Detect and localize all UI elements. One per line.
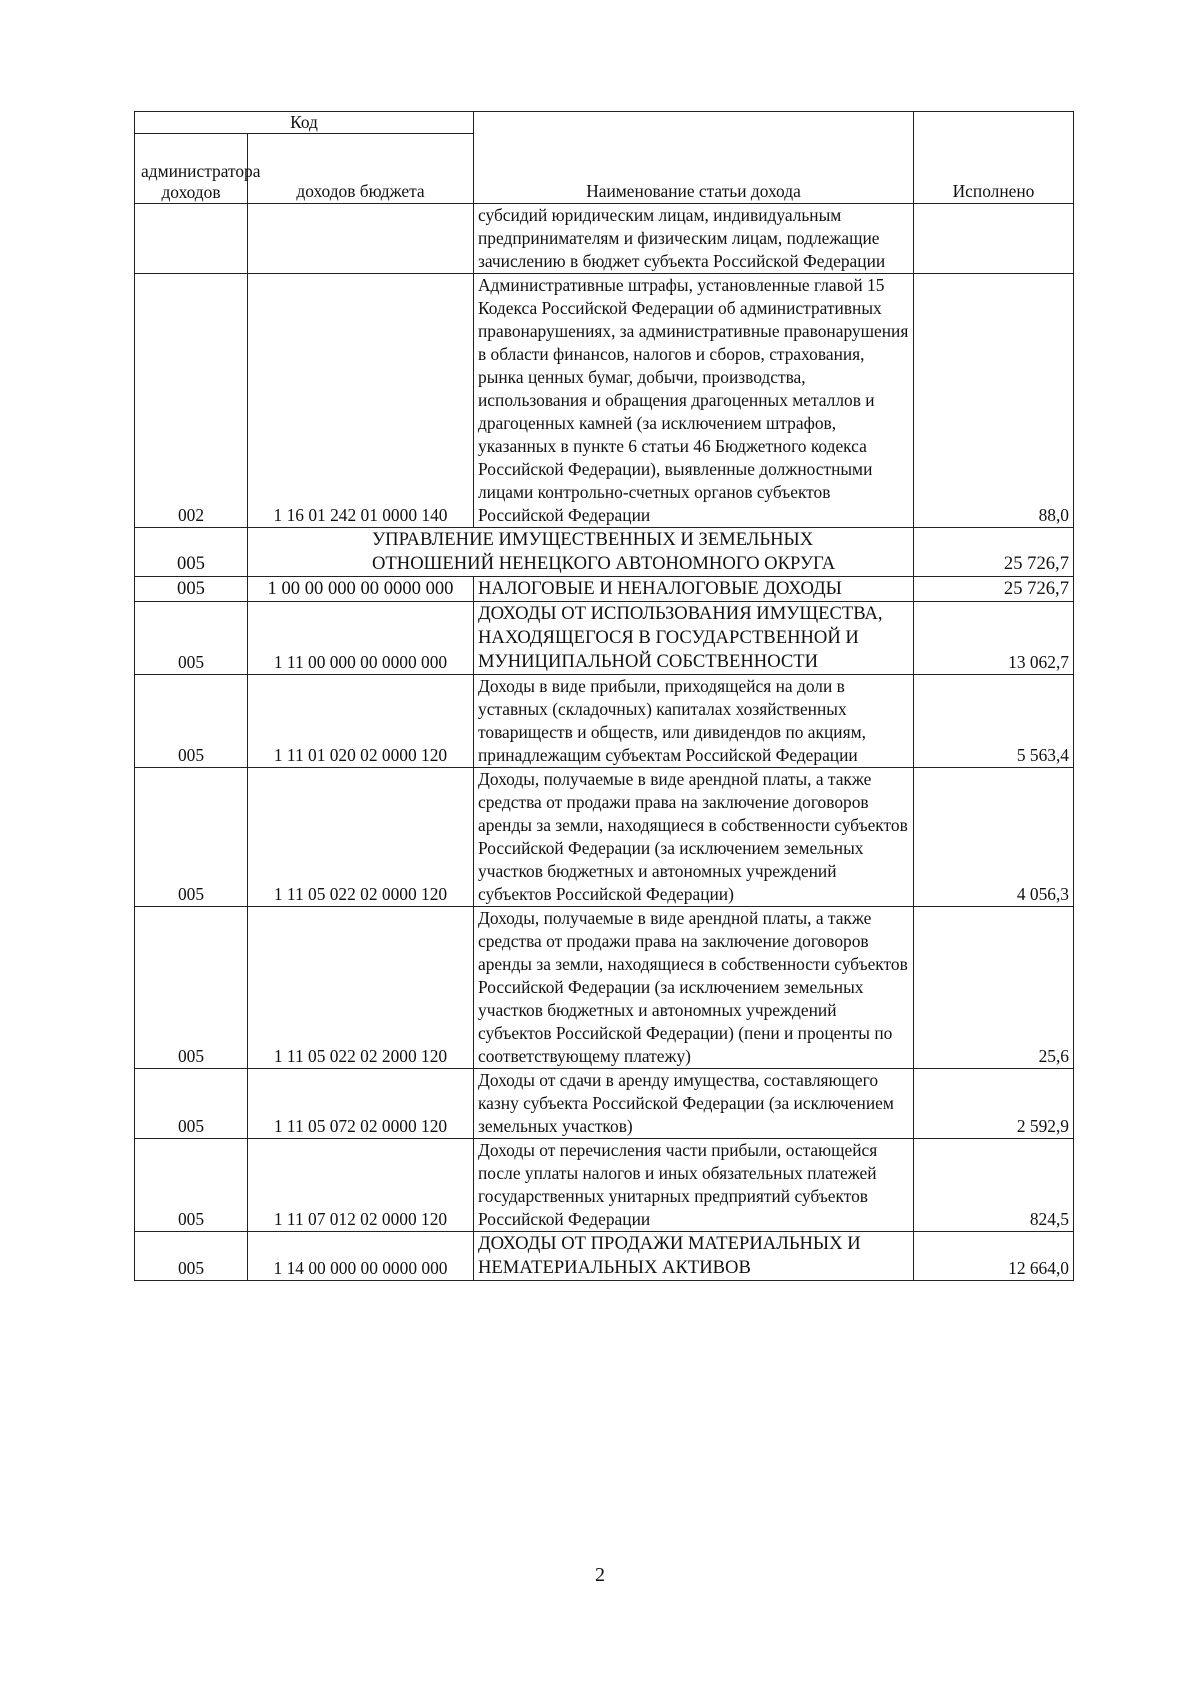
header-row-top (135, 112, 1074, 134)
admin-code-cell: 005 (135, 675, 248, 768)
income-code-cell: 1 11 00 000 00 0000 000 (248, 602, 474, 675)
income-code-cell: 1 11 05 022 02 0000 120 (248, 768, 474, 907)
admin-code-cell: 005 (135, 528, 248, 577)
table-row (135, 602, 1074, 675)
admin-code-cell: 005 (135, 768, 248, 907)
table-row (135, 274, 1074, 528)
table-row (135, 577, 1074, 602)
income-name-cell: Доходы, получаемые в виде арендной платы, а также средства от продажи права на заключение договоров аренды за земли, находящиеся в собственности субъектов Российской Федерации (за исключением земельных участков бюджетных и автономных учреждений субъектов Российской Федерации) (пени и проценты по соответствующему платежу) (474, 907, 914, 1069)
admin-column-header (135, 134, 261, 204)
table-row (135, 528, 1074, 577)
executed-value-cell: 824,5 (914, 1139, 1074, 1232)
income-code-cell: 1 11 01 020 02 0000 120 (248, 675, 474, 768)
page-number: 2 (595, 1564, 605, 1586)
income-name-cell: Доходы от перечисления части прибыли, остающейся после уплаты налогов и иных обязательных платежей государственных унитарных предприятий субъектов Российской Федерации (474, 1139, 914, 1232)
executed-value-cell: 5 563,4 (914, 675, 1074, 768)
admin-column-header-text: администратора доходов (141, 161, 261, 202)
income-name-cell: Доходы в виде прибыли, приходящейся на доли в уставных (складочных) капиталах хозяйственных товариществ и обществ, или дивидендов по акциям, принадлежащим субъектам Российской Федерации (474, 675, 914, 768)
admin-code-cell: 005 (135, 577, 248, 602)
admin-code-cell: 005 (135, 1069, 248, 1139)
table-row (135, 675, 1074, 768)
admin-code-cell: 005 (135, 1139, 248, 1232)
name-column-header: Наименование статьи дохода (474, 112, 914, 204)
executed-value-cell: 12 664,0 (914, 1232, 1074, 1281)
admin-code-cell: 005 (135, 907, 248, 1069)
income-name-cell: Доходы от сдачи в аренду имущества, составляющего казну субъекта Российской Федерации (за исключением земельных участков) (474, 1069, 914, 1139)
table-row (135, 768, 1074, 907)
table-row (135, 1069, 1074, 1139)
income-name-cell: Административные штрафы, установленные главой 15 Кодекса Российской Федерации об административных правонарушениях, за административные правонарушения в области финансов, налогов и сборов, страхования, рынка ценных бумаг, добычи, производства, использования и обращения драгоценных металлов и драгоценных камней (за исключением штрафов, указанных в пункте 6 статьи 46 Бюджетного кодекса Российской Федерации), выявленные должностными лицами контрольно-счетных органов субъектов Российской Федерации (474, 274, 914, 528)
admin-code-cell: 005 (135, 602, 248, 675)
income-name-cell: УПРАВЛЕНИЕ ИМУЩЕСТВЕННЫХ И ЗЕМЕЛЬНЫХ ОТНОШЕНИЙ НЕНЕЦКОГО АВТОНОМНОГО ОКРУГА (248, 528, 914, 577)
executed-value-cell: 2 592,9 (914, 1069, 1074, 1139)
executed-value-cell: 25 726,7 (914, 528, 1074, 577)
admin-code-cell: 005 (135, 1232, 248, 1281)
executed-value-cell: 88,0 (914, 274, 1074, 528)
income-code-cell: 1 14 00 000 00 0000 000 (248, 1232, 474, 1281)
income-table (134, 111, 1074, 1281)
income-name-cell: НАЛОГОВЫЕ И НЕНАЛОГОВЫЕ ДОХОДЫ (474, 577, 914, 602)
income-name-cell: ДОХОДЫ ОТ ПРОДАЖИ МАТЕРИАЛЬНЫХ И НЕМАТЕРИАЛЬНЫХ АКТИВОВ (474, 1232, 914, 1281)
executed-value-cell: 25 726,7 (914, 577, 1074, 602)
executed-value-cell: 4 056,3 (914, 768, 1074, 907)
admin-code-cell (135, 204, 248, 274)
income-code-cell: 1 11 05 022 02 2000 120 (248, 907, 474, 1069)
income-code-column-header: доходов бюджета (248, 134, 474, 204)
income-code-cell (248, 204, 474, 274)
executed-value-cell: 25,6 (914, 907, 1074, 1069)
income-name-cell: Доходы, получаемые в виде арендной платы, а также средства от продажи права на заключение договоров аренды за земли, находящиеся в собственности субъектов Российской Федерации (за исключением земельных участков бюджетных и автономных учреждений субъектов Российской Федерации) (474, 768, 914, 907)
executed-column-header: Исполнено (914, 112, 1074, 204)
code-group-header: Код (135, 112, 474, 134)
table-row (135, 204, 1074, 274)
income-code-cell: 1 11 07 012 02 0000 120 (248, 1139, 474, 1232)
table-row (135, 907, 1074, 1069)
income-name-cell: ДОХОДЫ ОТ ИСПОЛЬЗОВАНИЯ ИМУЩЕСТВА, НАХОДЯЩЕГОСЯ В ГОСУДАРСТВЕННОЙ И МУНИЦИПАЛЬНОЙ СОБСТВЕННОСТИ (474, 602, 914, 675)
income-code-cell: 1 11 05 072 02 0000 120 (248, 1069, 474, 1139)
executed-value-cell: 13 062,7 (914, 602, 1074, 675)
income-name-cell: субсидий юридическим лицам, индивидуальным предпринимателям и физическим лицам, подлежащие зачислению в бюджет субъекта Российской Федерации (474, 204, 914, 274)
executed-value-cell (914, 204, 1074, 274)
table-row (135, 1232, 1074, 1281)
table-row (135, 1139, 1074, 1232)
admin-code-cell: 002 (135, 274, 248, 528)
income-code-cell: 1 16 01 242 01 0000 140 (248, 274, 474, 528)
income-code-cell: 1 00 00 000 00 0000 000 (248, 577, 474, 602)
